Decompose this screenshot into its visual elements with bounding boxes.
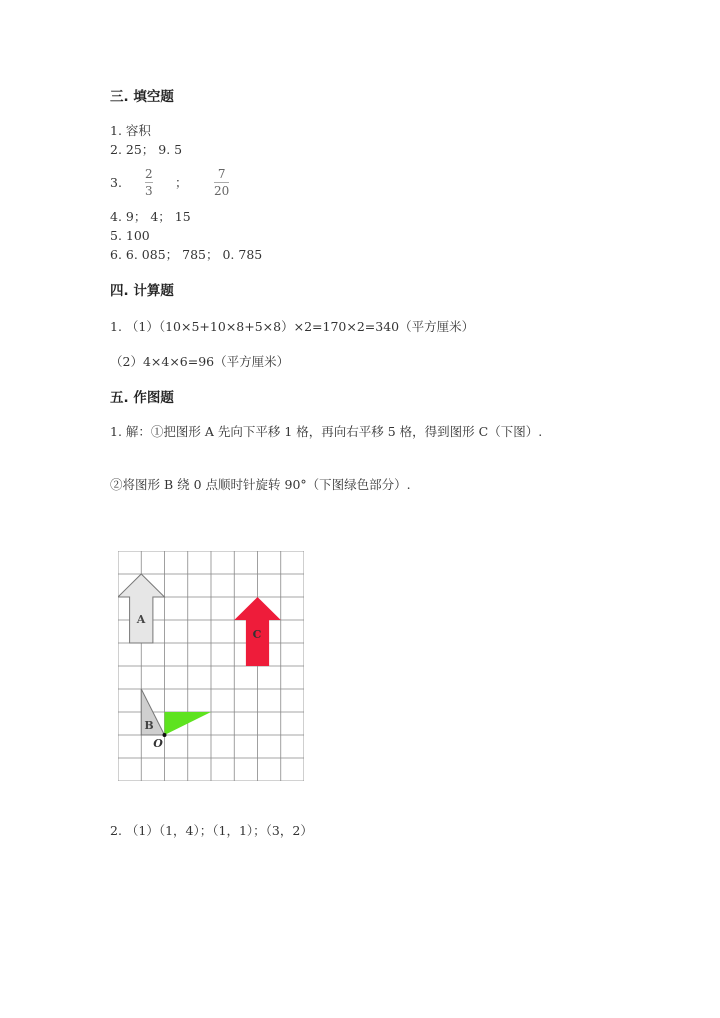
drawing-answer-1: 1. 解：①把图形 A 先向下平移 1 格，再向右平移 5 格，得到图形 C（下图）. [110, 424, 543, 439]
numerator: 7 [217, 167, 226, 181]
answer-4: 4. 9； 4； 15 [110, 209, 191, 224]
answer-1: 1. 容积 [110, 123, 151, 138]
answer-5: 5. 100 [110, 228, 150, 243]
shape-a-arrow [118, 574, 165, 643]
answer-2: 2. 25； 9. 5 [110, 142, 183, 157]
fraction-7-20 [214, 167, 229, 198]
section-5-heading: 五. 作图题 [110, 390, 174, 406]
calc-2: （2）4×4×6=96（平方厘米） [110, 354, 290, 369]
label-o: O [153, 737, 163, 750]
section-4-heading: 四. 计算题 [110, 283, 174, 299]
numerator: 2 [145, 167, 153, 181]
section-3-heading: 三. 填空题 [110, 89, 174, 105]
label-a: A [136, 613, 146, 626]
point-o [163, 733, 167, 737]
answer-3-label: 3. [110, 175, 122, 190]
label-b: B [144, 719, 154, 732]
separator: ； [175, 175, 188, 190]
grid-figure [118, 551, 304, 781]
denominator: 20 [214, 184, 230, 198]
label-c: C [252, 628, 262, 641]
calc-1: 1. （1）（10×5+10×8+5×8）×2=170×2=340（平方厘米） [110, 319, 475, 334]
answer-6: 6. 6. 085； 785； 0. 785 [110, 247, 263, 262]
fraction-2-3 [145, 167, 153, 198]
denominator: 3 [145, 184, 153, 198]
drawing-answer-coordinates: 2. （1）（1，4）；（1，1）；（3，2） [110, 823, 313, 838]
drawing-answer-2: ②将图形 B 绕 0 点顺时针旋转 90°（下图绿色部分）. [110, 477, 411, 492]
